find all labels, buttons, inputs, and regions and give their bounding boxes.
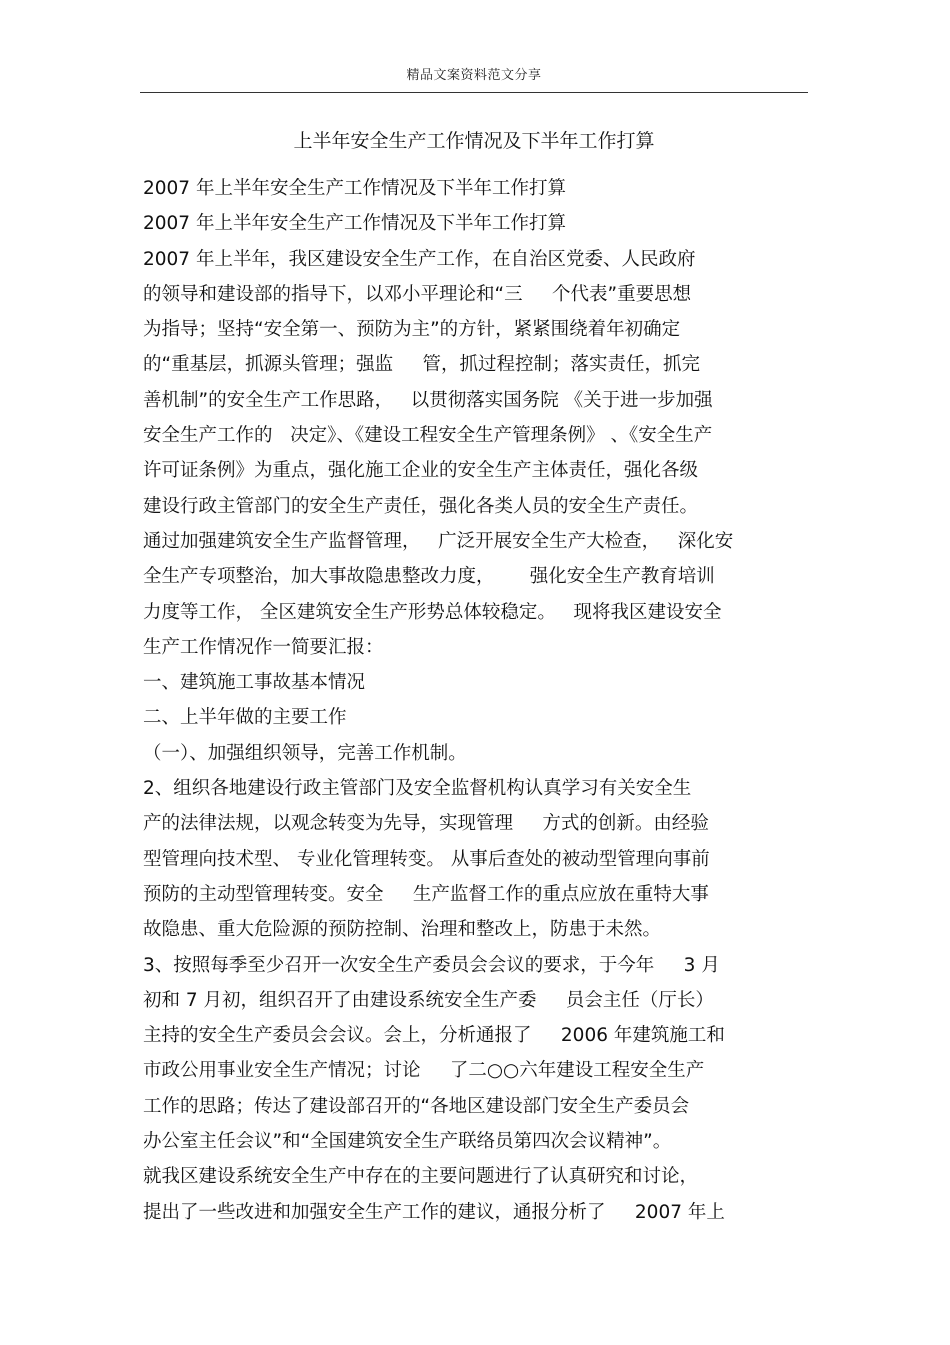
body-text-line: 一、建筑施工事故基本情况 [143,672,366,694]
body-text-line: 许可证条例》为重点，强化施工企业的安全生产主体责任，强化各级 [143,460,699,482]
page-header: 精品文案资料范文分享 [406,68,542,83]
body-text-line: 3、按照每季至少召开一次安全生产委员会会议的要求，于今年 3 月 [143,954,720,976]
body-text-line: 提出了一些改进和加强安全生产工作的建议，通报分析了 2007 年上 [143,1201,725,1223]
body-text-line: （一）、加强组织领导，完善工作机制。 [143,742,467,764]
document-title: 上半年安全生产工作情况及下半年工作打算 [293,130,655,152]
body-text-line: 2007 年上半年安全生产工作情况及下半年工作打算 [143,178,566,199]
body-text-line: 安全生产工作的 决定》、《建设工程安全生产管理条例》 、《安全生产 [143,425,713,447]
header-divider [140,92,808,93]
body-text-line: 的领导和建设部的指导下，以邓小平理论和“三 个代表”重要思想 [143,283,692,305]
body-text-line: 2007 年上半年安全生产工作情况及下半年工作打算 [143,213,566,235]
body-text-line: 的“重基层，抓源头管理；强监 管，抓过程控制；落实责任，抓完 [143,354,700,376]
body-text-line: 故隐患、重大危险源的预防控制、治理和整改上，防患于未然。 [143,919,662,941]
body-text-line: 产的法律法规，以观念转变为先导，实现管理 方式的创新。由经验 [143,813,709,835]
body-text-line: 型管理向技术型、 专业化管理转变。 从事后查处的被动型管理向事前 [143,848,710,870]
body-text-line: 主持的安全生产委员会会议。会上，分析通报了 2006 年建筑施工和 [143,1025,725,1047]
body-text-line: 建设行政主管部门的安全生产责任，强化各类人员的安全生产责任。 [143,495,699,517]
body-text-line: 初和 7 月初，组织召开了由建设系统安全生产委 员会主任（厅长） [143,989,714,1011]
body-text-line: 市政公用事业安全生产情况；讨论 了二○○六年建设工程安全生产 [143,1060,705,1082]
document-body [143,171,813,1230]
body-text-line: 2007 年上半年，我区建设安全生产工作，在自治区党委、人民政府 [143,248,696,270]
body-text-line: 全生产专项整治，加大事故隐患整改力度， 强化安全生产教育培训 [143,566,715,588]
body-text-line: 生产工作情况作一简要汇报： [143,636,384,658]
body-text-line: 2、组织各地建设行政主管部门及安全监督机构认真学习有关安全生 [143,778,692,800]
body-text-line: 就我区建设系统安全生产中存在的主要问题进行了认真研究和讨论， [143,1166,699,1188]
body-text-line: 办公室主任会议”和“全国建筑安全生产联络员第四次会议精神”。 [143,1131,672,1153]
body-text-line: 预防的主动型管理转变。安全 生产监督工作的重点应放在重特大事 [143,883,709,905]
body-text-line: 通过加强建筑安全生产监督管理， 广泛开展安全生产大检查， 深化安 [143,530,734,552]
body-text-line: 二、上半年做的主要工作 [143,707,347,729]
body-text-line: 善机制”的安全生产工作思路， 以贯彻落实国务院 《关于进一步加强 [143,389,713,411]
body-text-line: 力度等工作， 全区建筑安全生产形势总体较稳定。 现将我区建设安全 [143,601,722,623]
body-text-line: 工作的思路；传达了建设部召开的“各地区建设部门安全生产委员会 [143,1095,690,1117]
body-text-line: 为指导；坚持“安全第一、预防为主”的方针，紧紧围绕着年初确定 [143,319,681,341]
